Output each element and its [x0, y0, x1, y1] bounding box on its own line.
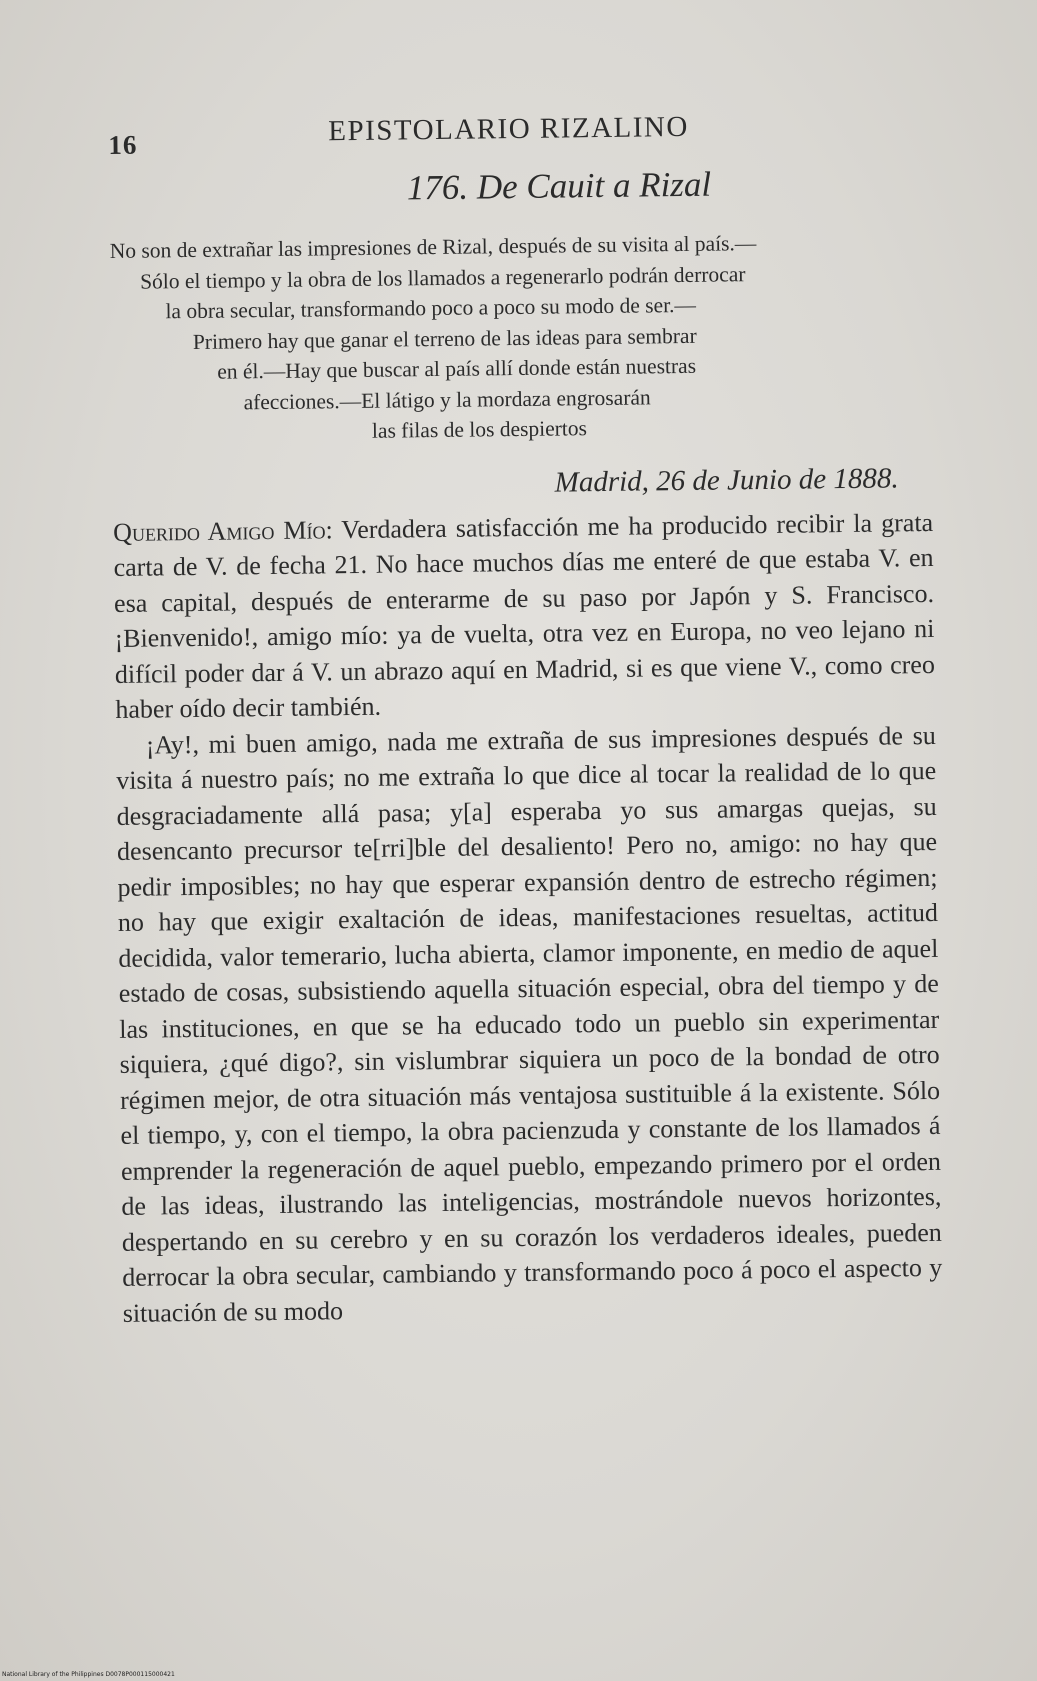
summary-line: las filas de los despiertos	[371, 416, 588, 443]
letter-dateline: Madrid, 26 de Junio de 1888.	[554, 461, 899, 499]
summary-line: en él.—Hay que buscar al país allí donde están nuestras	[217, 353, 697, 384]
letter-heading: 176. De Cauit a Rizal	[406, 164, 712, 208]
book-page	[108, 98, 943, 1331]
body-paragraph: ¡Ay!, mi buen amigo, nada me extraña de sus impresiones después de su visita á nuestro país; no me extraña lo que dice al tocar la realidad de lo que desgraciadamente allá pasa; y[a] esperaba yo sus amargas quejas, su desencanto precursor te[rri]ble del desaliento! Pero no, amigo: no hay que pedir imposibles; no hay que esperar expansión dentro de estrecho régimen; no hay que exigir exaltación de ideas, manifestaciones resueltas, actitud decidida, valor temerario, lucha abierta, clamor imponente, en medio de aquel estado de cosas, subsistiendo aquella situación especial, obra del tiempo y de las instituciones, en que se ha educado todo un pueblo sin experimentar siquiera, ¿qué digo?, sin vislumbrar siquiera un poco de la bondad de otro régimen mejor, de otra situación más ventajosa sustituible á la existente. Sólo el tiempo, y, con el tiempo, la obra pacienzuda y constante de los llamados á emprender la regeneración de aquel pueblo, empezando primero por el orden de las ideas, ilustrando las inteligencias, mostrándole nuevos horizontes, despertando en su cerebro y en su corazón los verdaderos ideales, pueden derrocar la obra secular, cambiando y transformando poco á poco el aspecto y situación de su modo	[116, 720, 943, 1328]
running-head	[108, 98, 929, 158]
body-paragraph	[113, 504, 936, 727]
page-number: 16	[108, 129, 138, 160]
library-credit: National Library of the Philippines D0078P000115000421	[2, 1671, 175, 1678]
letter-summary	[110, 226, 933, 450]
summary-line: Primero hay que ganar el terreno de las ideas para sembrar	[192, 323, 697, 354]
summary-line: afecciones.—El látigo y la mordaza engrosarán	[243, 384, 651, 414]
summary-line: No son de extrañar las impresiones de Rizal, después de su visita al país.—	[109, 231, 757, 263]
letter-salutation: Querido Amigo Mío	[113, 514, 326, 547]
running-title: EPISTOLARIO RIZALINO	[328, 110, 690, 148]
letter-body	[113, 504, 943, 1330]
paragraph-text: : Verdadera satisfacción me ha producido recibir la grata carta de V. de fecha 21. No hace muchos días me enteré de que estaba V. en esa capital, después de enterarme de su paso por Japón y S. Francisco. ¡Bienvenido!, amigo mío: ya de vuelta, otra vez en Europa, no veo lejano ni difícil poder dar á V. un abrazo aquí en Madrid, si es que viene V., como creo haber oído decir también.	[113, 507, 936, 724]
summary-line: Sólo el tiempo y la obra de los llamados a regenerarlo podrán derrocar	[139, 261, 746, 294]
summary-line: la obra secular, transformando poco a poco su modo de ser.—	[165, 292, 697, 324]
